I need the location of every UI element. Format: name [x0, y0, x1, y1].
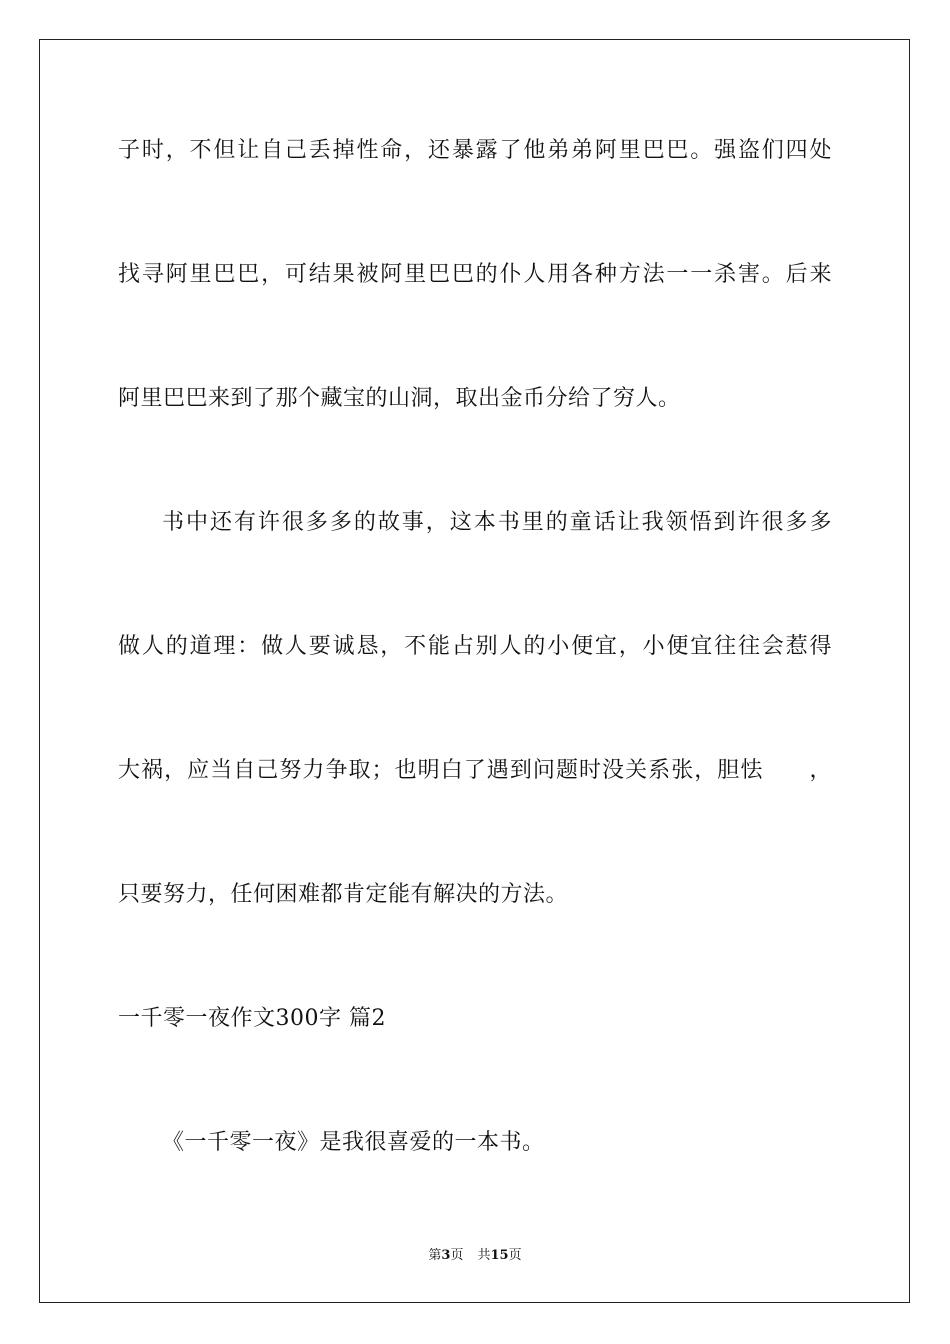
body-line-6: 大祸，应当自己努力争取；也明白了遇到问题时没关系张，胆怯 ，	[118, 758, 832, 783]
footer-total-pages: 15	[490, 1248, 509, 1263]
footer-page-number: 3	[441, 1248, 451, 1263]
footer-total-prefix: 共	[477, 1248, 491, 1263]
footer-page-suffix: 页	[450, 1248, 464, 1263]
footer-prefix: 第	[428, 1248, 442, 1263]
page-border	[39, 39, 910, 1303]
body-line-1: 子时，不但让自己丢掉性命，还暴露了他弟弟阿里巴巴。强盗们四处	[118, 138, 832, 163]
page-footer	[0, 1247, 950, 1265]
intro-line: 《一千零一夜》是我很喜爱的一本书。	[162, 1130, 545, 1155]
footer-total-suffix: 页	[508, 1248, 522, 1263]
body-line-7: 只要努力，任何困难都肯定能有解决的方法。	[118, 882, 569, 907]
body-line-4: 书中还有许很多多的故事，这本书里的童话让我领悟到许很多多	[162, 510, 832, 535]
body-line-5: 做人的道理：做人要诚恳，不能占别人的小便宜，小便宜往往会惹得	[118, 634, 832, 659]
body-line-3: 阿里巴巴来到了那个藏宝的山洞，取出金币分给了穷人。	[118, 386, 681, 411]
section-heading: 一千零一夜作文300字 篇2	[118, 1006, 386, 1031]
body-line-2: 找寻阿里巴巴，可结果被阿里巴巴的仆人用各种方法一一杀害。后来	[118, 262, 832, 287]
